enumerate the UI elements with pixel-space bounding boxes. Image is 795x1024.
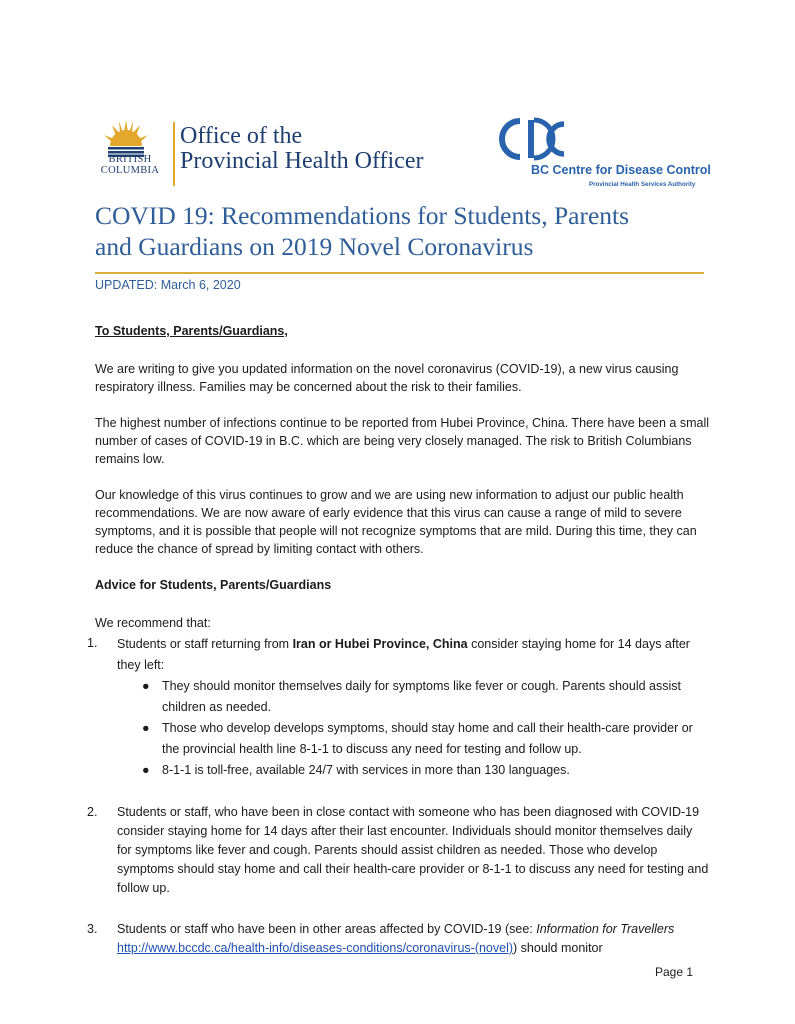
item1-bold: Iran or Hubei Province, China bbox=[292, 637, 468, 651]
page-number: Page 1 bbox=[655, 965, 694, 979]
bullet-icon: ● bbox=[142, 721, 150, 735]
document-title bbox=[95, 200, 735, 262]
paragraph-3: Our knowledge of this virus continues to grow and we are using new information to adjust our public health recommendations. We are now aware of early evidence that this virus can cause a range of mild to severe symptoms, and it is possible that people will not recognize symptoms that are mild. During this time, they can reduce the chance of spread by limiting contact with others. bbox=[95, 488, 697, 556]
list-number-1: 1. bbox=[87, 636, 98, 650]
document-body bbox=[87, 322, 710, 958]
bc-sun-icon bbox=[100, 118, 152, 158]
recommendation-list bbox=[87, 634, 710, 958]
bccdc-logo bbox=[498, 116, 718, 198]
list-number-2: 2. bbox=[87, 805, 98, 819]
office-name bbox=[180, 124, 423, 174]
cdc-subtitle: Provincial Health Services Authority bbox=[589, 181, 696, 188]
bullet-text-3: 8-1-1 is toll-free, available 24/7 with services in more than 130 languages. bbox=[162, 763, 570, 777]
item3-pre: Students or staff who have been in other areas affected by COVID-19 (see: bbox=[117, 922, 537, 936]
cdc-mark-icon bbox=[498, 116, 588, 162]
bullet-list bbox=[117, 676, 710, 781]
title-divider bbox=[95, 272, 704, 274]
bullet-text-2: Those who develop develops symptoms, should stay home and call their health-care provider or the provincial health line 8-1-1 to discuss any need for testing and follow up. bbox=[162, 721, 693, 756]
travellers-info-label: Information for Travellers bbox=[536, 922, 675, 936]
coronavirus-info-link[interactable]: http://www.bccdc.ca/health-info/diseases-conditions/coronavirus-(novel) bbox=[117, 941, 514, 955]
title-line1: COVID 19: Recommendations for Students, Parents bbox=[95, 201, 630, 230]
bc-wordmark-line1: BRITISH bbox=[108, 154, 152, 165]
cdc-name: BC Centre for Disease Control bbox=[531, 163, 711, 177]
bc-wordmark bbox=[92, 154, 168, 176]
list-item-3 bbox=[87, 920, 710, 958]
bullet-item bbox=[142, 718, 710, 760]
item1-pre: Students or staff returning from bbox=[117, 637, 293, 651]
recommend-lead: We recommend that: bbox=[95, 616, 211, 630]
advice-heading: Advice for Students, Parents/Guardians bbox=[95, 578, 332, 592]
office-line2: Provincial Health Officer bbox=[180, 148, 424, 174]
item3-post: ) should monitor bbox=[513, 941, 603, 955]
bullet-item bbox=[142, 760, 710, 781]
list-item-2-text: Students or staff, who have been in close contact with someone who has been diagnosed with COVID-19 consider staying home for 14 days after their last encounter. Individuals should monitor themselves daily for symptoms like fever and cough. Parents should assist children as needed. Those who develop symptoms should stay home and call their health-care provider or 8-1-1 to discuss any need for testing and follow up. bbox=[117, 805, 709, 895]
bc-wordmark-line2: COLUMBIA bbox=[100, 165, 160, 176]
bullet-icon: ● bbox=[142, 679, 150, 693]
bullet-text-1: They should monitor themselves daily for symptoms like fever or cough. Parents should assist children as needed. bbox=[162, 679, 681, 714]
bullet-icon: ● bbox=[142, 763, 150, 777]
bc-logo-divider bbox=[173, 122, 175, 186]
paragraph-2: The highest number of infections continue to be reported from Hubei Province, China. There have been a small number of cases of COVID-19 in B.C. which are being very closely managed. The risk to British Columbians remains low. bbox=[95, 416, 710, 466]
list-item-1 bbox=[87, 634, 710, 781]
updated-date: UPDATED: March 6, 2020 bbox=[95, 278, 241, 292]
list-item-2 bbox=[87, 803, 710, 898]
title-line2: and Guardians on 2019 Novel Coronavirus bbox=[95, 232, 534, 261]
list-item-1-text bbox=[117, 634, 710, 676]
bc-pho-logo bbox=[90, 118, 440, 194]
bullet-item bbox=[142, 676, 710, 718]
office-line1: Office of the bbox=[180, 123, 303, 149]
item1-post: consider staying home for 14 days after they left: bbox=[117, 637, 690, 672]
list-item-3-text bbox=[117, 920, 710, 958]
list-number-3: 3. bbox=[87, 922, 98, 936]
salutation: To Students, Parents/Guardians, bbox=[95, 324, 288, 338]
paragraph-1: We are writing to give you updated information on the novel coronavirus (COVID-19), a new virus causing respiratory illness. Families may be concerned about the risk to their families. bbox=[95, 362, 679, 394]
